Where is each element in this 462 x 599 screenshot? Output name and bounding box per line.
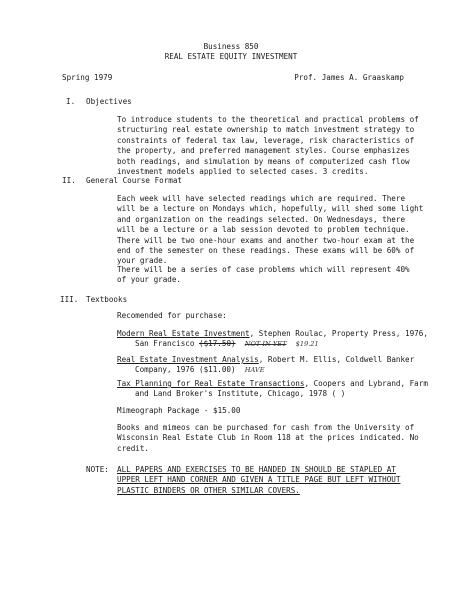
text-line: and organization on the readings selected. On Wednesdays, there [117, 214, 406, 224]
section-number: II. [62, 176, 76, 185]
text-line: Each week will have selected readings which are required. There [117, 194, 406, 203]
text-line: credit. [117, 443, 150, 453]
section-heading: Textbooks [86, 295, 128, 304]
book-title: Modern Real Estate Investment [117, 329, 250, 338]
course-number: Business 850 [203, 42, 259, 51]
handwritten-note: NOT IN YET [244, 340, 287, 349]
grading-paragraph [117, 265, 410, 286]
book-details: , Coopers and Lybrand, Farm [304, 379, 428, 388]
text-line: will be a lecture on Mondays which, hopefully, will shed some light [117, 204, 424, 214]
text-line: both readings, and simulation by means of computerized cash flow [117, 156, 410, 166]
format-paragraph [117, 194, 423, 267]
text-line: end of the semester on these readings. These exams will be 60% of [117, 246, 415, 256]
text-line: will be a lecture or a lab session devoted to problem technique. [117, 225, 410, 235]
text-line: structuring real estate ownership to match investment strategy to [117, 125, 415, 135]
handwritten-note: HAVE [244, 366, 265, 375]
section-number: I. [66, 97, 76, 106]
term: Spring 1979 [62, 73, 113, 82]
text-line: UPPER LEFT HAND CORNER AND GIVEN A TITLE PAGE BUT LEFT WITHOUT [117, 475, 401, 485]
section-heading: General Course Format [86, 176, 183, 185]
text-line: To introduce students to the theoretical and practical problems of [117, 115, 419, 124]
book-details: , Robert M. Ellis, Coldwell Banker [258, 355, 415, 364]
text-line: Wisconsin Real Estate Club in Room 118 at the prices indicated. No [117, 433, 419, 443]
book-entry [117, 379, 428, 400]
course-title: REAL ESTATE EQUITY INVESTMENT [164, 52, 298, 61]
recommended-label: Recomended for purchase: [117, 311, 227, 320]
text-line: the property, and preferred management styles. Course emphasizes [117, 146, 410, 156]
book-title: Real Estate Investment Analysis [117, 355, 259, 364]
purchase-paragraph [117, 423, 419, 454]
book-title: Tax Planning for Real Estate Transactions [117, 379, 305, 388]
text-line: ALL PAPERS AND EXERCISES TO BE HANDED IN SHOULD BE STAPLED AT [117, 465, 396, 474]
mimeograph-package: Mimeograph Package - $15.00 [117, 406, 241, 415]
text-line: There will be two one-hour exams and another two-hour exam at the [117, 235, 415, 245]
book-entry [117, 355, 414, 376]
book-details: , Stephen Roulac, Property Press, 1976, [249, 329, 428, 338]
handwritten-price: $19.21 [295, 340, 319, 349]
text-line: constraints of federal tax law, leverage, risk characteristics of [117, 135, 415, 145]
section-number: III. [60, 295, 79, 304]
book-publisher: Company, 1976 ($11.00) [135, 365, 236, 375]
text-line: your grade. [117, 256, 168, 266]
book-location: San Francisco [135, 339, 195, 349]
struck-price: ($17.50) [199, 339, 236, 349]
note-text [117, 465, 400, 496]
text-line: investment models applied to selected cases. 3 credits. [117, 167, 369, 177]
note-label: NOTE: [86, 465, 109, 474]
text-line: Books and mimeos can be purchased for cash from the University of [117, 423, 415, 432]
instructor: Prof. James A. Graaskamp [294, 73, 404, 82]
text-line: PLASTIC BINDERS OR OTHER SIMILAR COVERS. [117, 485, 300, 495]
objectives-paragraph [117, 115, 419, 177]
book-publisher: and Land Broker's Institute, Chicago, 1978 ( ) [135, 389, 346, 399]
text-line: of your grade. [117, 275, 182, 285]
text-line: There will be a series of case problems which will represent 40% [117, 265, 410, 274]
section-heading: Objectives [86, 97, 132, 106]
book-entry [117, 329, 428, 350]
